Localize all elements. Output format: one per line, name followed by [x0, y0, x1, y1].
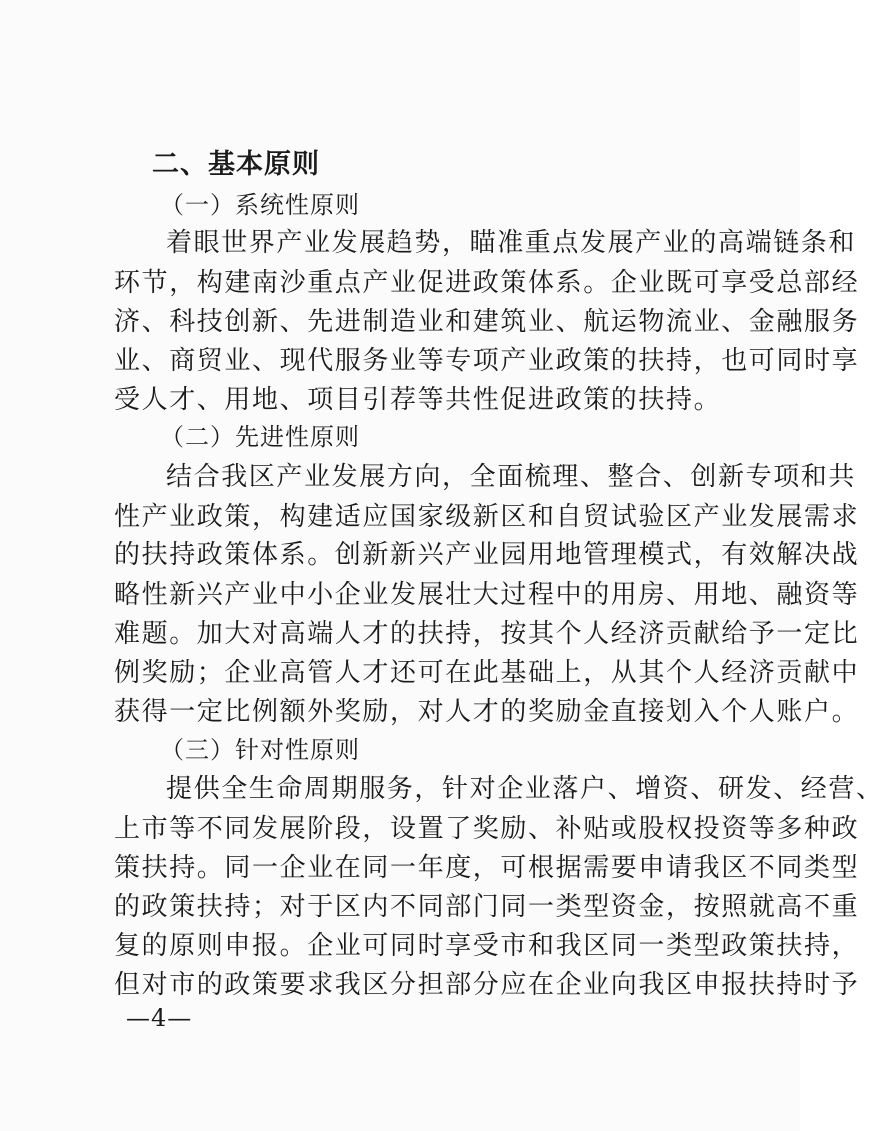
- paragraph-line: 略性新兴产业中小企业发展壮大过程中的用房、用地、融资等: [114, 580, 860, 610]
- paragraph-line: 业、商贸业、现代服务业等专项产业政策的扶持，也可同时享: [114, 346, 860, 376]
- paragraph-line: 结合我区产业发展方向，全面梳理、整合、创新专项和共: [166, 462, 857, 492]
- paragraph-line: 难题。加大对高端人才的扶持，按其个人经济贡献给予一定比: [114, 619, 860, 649]
- subsection-heading-2: （二）先进性原则: [160, 423, 360, 451]
- section-title: 二、基本原则: [152, 149, 320, 180]
- paragraph-line: 的扶持政策体系。创新新兴产业园用地管理模式，有效解决战: [114, 540, 860, 570]
- paragraph-line: 复的原则申报。企业可同时享受市和我区同一类型政策扶持，: [114, 931, 860, 961]
- paragraph-line: 但对市的政策要求我区分担部分应在企业向我区申报扶持时予: [114, 970, 860, 1000]
- paragraph-line: 例奖励；企业高管人才还可在此基础上，从其个人经济贡献中: [114, 658, 860, 688]
- paragraph-line: 提供全生命周期服务，针对企业落户、增资、研发、经营、: [166, 774, 884, 804]
- subsection-heading-1: （一）系统性原则: [160, 191, 360, 219]
- paragraph-line: 策扶持。同一企业在同一年度，可根据需要申请我区不同类型: [114, 853, 860, 883]
- paragraph-line: 的政策扶持；对于区内不同部门同一类型资金，按照就高不重: [114, 892, 860, 922]
- paragraph-line: 环节，构建南沙重点产业促进政策体系。企业既可享受总部经: [114, 268, 860, 298]
- paragraph-line: 获得一定比例额外奖励，对人才的奖励金直接划入个人账户。: [114, 697, 860, 727]
- paragraph-line: 受人才、用地、项目引荐等共性促进政策的扶持。: [114, 385, 722, 415]
- page-number: —4—: [126, 1004, 193, 1032]
- paragraph-line: 济、科技创新、先进制造业和建筑业、航运物流业、金融服务: [114, 307, 860, 337]
- subsection-heading-3: （三）针对性原则: [160, 736, 360, 764]
- paragraph-line: 性产业政策，构建适应国家级新区和自贸试验区产业发展需求: [114, 502, 860, 532]
- paragraph-line: 上市等不同发展阶段，设置了奖励、补贴或股权投资等多种政: [114, 814, 860, 844]
- paragraph-line: 着眼世界产业发展趋势，瞄准重点发展产业的高端链条和: [166, 228, 857, 258]
